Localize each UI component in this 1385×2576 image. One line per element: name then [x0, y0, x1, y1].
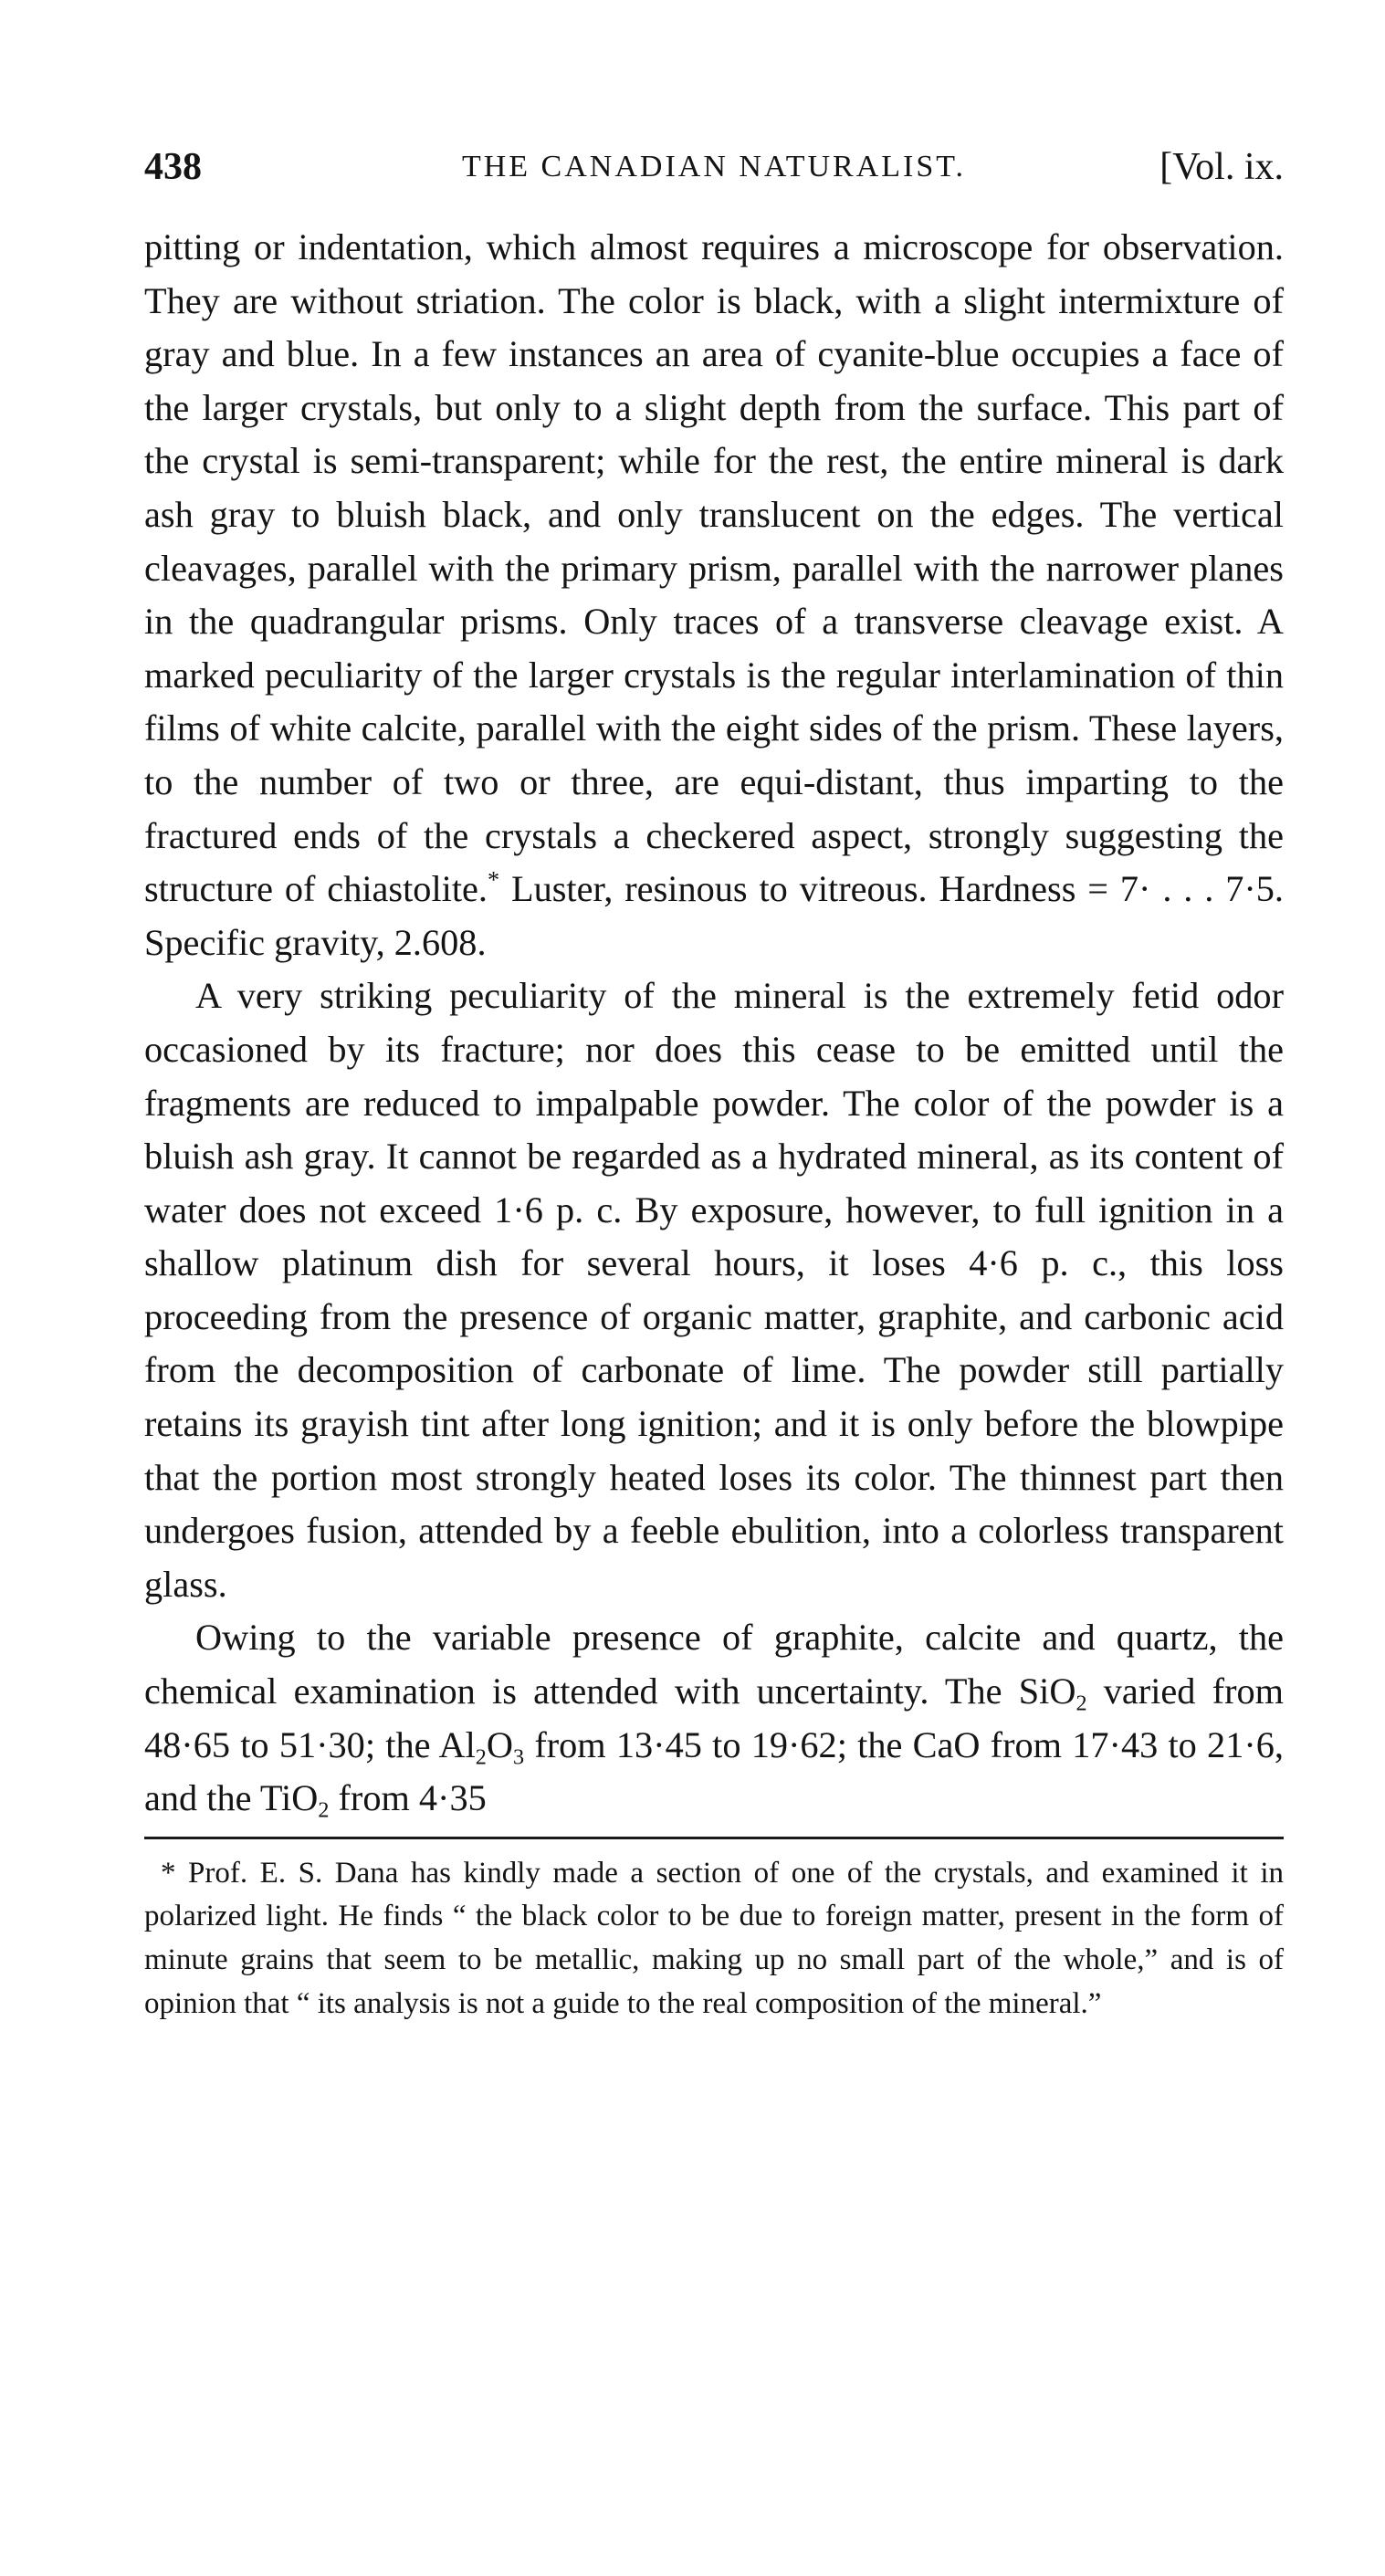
- subscript: 2: [318, 1797, 330, 1823]
- paragraph-text: from 13·45 to 19·62; the CaO from 17·43 to 21·6, and the TiO: [144, 1723, 1284, 1819]
- footnote: [144, 1852, 1284, 2026]
- subscript: 2: [1075, 1691, 1087, 1716]
- paragraph-text: Owing to the variable presence of graphite, calcite and quartz, the chemical examination is attended with uncertainty. The SiO: [144, 1617, 1284, 1712]
- footnote-reference: *: [488, 866, 500, 894]
- running-head: [144, 137, 1284, 197]
- paragraph-text: Luster, resinous to vitreous. Hardness = 7· . . . 7·5. Specific gravity, 2.608.: [144, 868, 1284, 963]
- paragraph-text: O: [486, 1723, 513, 1765]
- footnote-divider: [144, 1837, 1284, 1839]
- page-number: 438: [144, 146, 202, 188]
- paragraph-text: varied from 48·65 to 51·30; the Al: [144, 1670, 1284, 1765]
- paragraph-odor: A very striking peculiarity of the mineral is the extremely fetid odor occasioned by its fracture; nor does this cease to be emitted until the fragments are reduced to impalpable powder. The color of the powder is a bluish ash gray. It cannot be regarded as a hydrated mineral, as its content of water does not exceed 1·6 p. c. By exposure, however, to full ignition in a shallow platinum dish for several hours, it loses 4·6 p. c., this loss proceeding from the presence of organic matter, graphite, and carbonic acid from the decomposition of carbonate of lime. The powder still partially retains its grayish tint after long ignition; and it is only before the blowpipe that the portion most strongly heated loses its color. The thinnest part then undergoes fusion, attended by a feeble ebulition, into a colorless transparent glass.: [144, 975, 1284, 1605]
- book-page: [144, 137, 1284, 2056]
- paragraph-text: from 4·35: [329, 1777, 487, 1819]
- journal-title: THE CANADIAN NATURALIST.: [461, 150, 967, 183]
- paragraph-continued: [144, 221, 1284, 969]
- footnote-mark: *: [161, 1856, 176, 1890]
- subscript: 2: [475, 1744, 487, 1769]
- paragraph-text: pitting or indentation, which almost requires a microscope for observation. They are without striation. The color is black, with a slight intermixture of gray and blue. In a few instances an area of cyanite-blue occupies a face of the larger crystals, but only to a slight depth from the surface. This part of the crystal is semi-transparent; while for the rest, the entire mineral is dark ash gray to bluish black, and only translucent on the edges. The vertical cleavages, parallel with the primary prism, parallel with the narrower planes in the quadrangular prisms. Only traces of a transverse cleavage exist. A marked peculiarity of the larger crystals is the regular interlamination of thin films of white calcite, parallel with the eight sides of the prism. These layers, to the number of two or three, are equi-distant, thus imparting to the fractured ends of the crystals a checkered aspect, strongly suggesting the structure of chiastolite.: [144, 226, 1284, 910]
- paragraph-chemical: [144, 1611, 1284, 1825]
- volume-label: [Vol. ix.: [1159, 146, 1284, 188]
- footnote-text: Prof. E. S. Dana has kindly made a section of one of the crystals, and examined it in polarized light. He finds “ the black color to be due to foreign matter, present in the form of minute grains that seem to be metallic, making up no small part of the whole,” and is of opinion that “ its analysis is not a guide to the real composition of the mineral.”: [144, 1856, 1284, 2020]
- body-text: [144, 221, 1284, 1826]
- subscript: 3: [513, 1744, 525, 1769]
